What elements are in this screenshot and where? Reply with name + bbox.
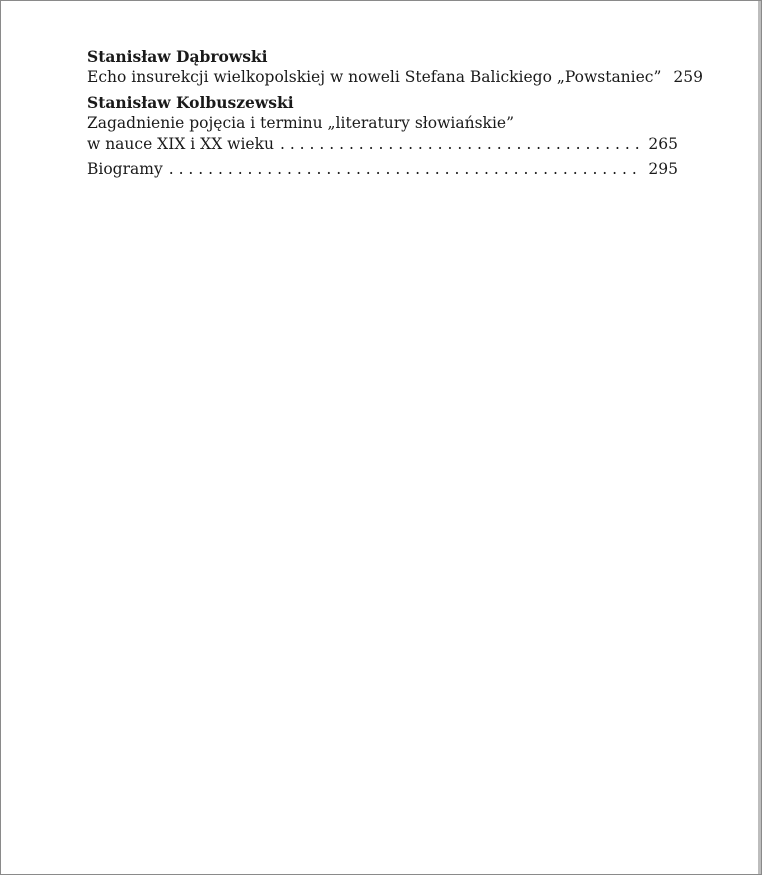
toc-page-number: 265 [648,135,678,153]
toc-line[interactable] [87,67,703,88]
toc-line[interactable] [87,159,678,180]
toc-title: Echo insurekcji wielkopolskiej w noweli Stefana Balickiego „Powstaniec” [87,68,662,86]
toc-author: Stanisław Dąbrowski [87,47,268,66]
dot-leader [169,159,643,180]
toc-title-continued: w nauce XIX i XX wieku [87,135,274,153]
toc-entry [87,159,678,180]
toc-author: Stanisław Kolbuszewski [87,93,294,112]
dot-leader [280,134,642,155]
toc-line[interactable] [87,134,678,155]
toc-entry [87,46,703,88]
toc-page-number: 259 [673,68,703,86]
toc-title: Zagadnienie pojęcia i terminu „literatury słowiańskie” [87,114,514,132]
toc-title: Biogramy [87,160,163,178]
table-of-contents [87,46,703,180]
toc-entry [87,92,678,155]
toc-page-number: 295 [648,160,678,178]
